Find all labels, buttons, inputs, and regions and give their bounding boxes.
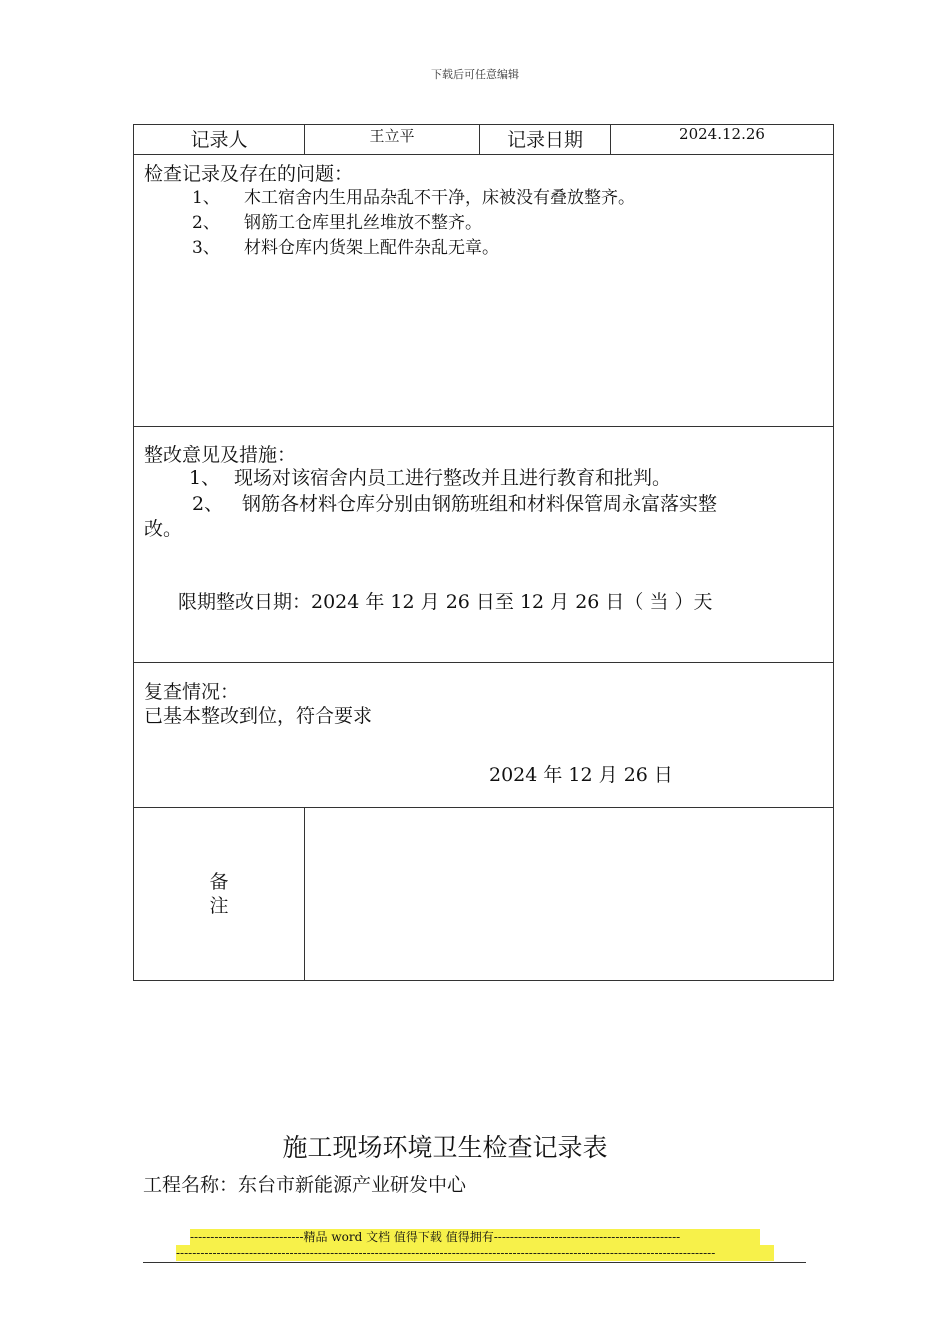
- remarks-value: [305, 808, 834, 981]
- rectification-item-2-continued: 改。: [144, 518, 183, 540]
- remarks-label-char-2: 注: [209, 895, 229, 917]
- remarks-row: [134, 808, 834, 981]
- remarks-label: [134, 808, 305, 981]
- header-note: 下载后可任意编辑: [431, 68, 519, 81]
- footer-rule: [143, 1262, 806, 1263]
- inspection-title: 检查记录及存在的问题：: [144, 163, 354, 185]
- rectification-item-1-num: 1、: [189, 467, 221, 489]
- inspection-section: [134, 155, 834, 427]
- footer-banner-line-1: ----------------------------精品 word 文档 值得下载 值得拥有----------------------------------------------: [190, 1229, 760, 1245]
- rectification-deadline: 限期整改日期：2024 年 12 月 26 日至 12 月 26 日（ 当 ）天: [178, 591, 713, 613]
- inspection-item-2-num: 2、: [192, 213, 220, 233]
- rectification-item-1-text: 现场对该宿舍内员工进行整改并且进行教育和批判。: [234, 467, 672, 489]
- rectification-item-2-text: 钢筋各材料仓库分别由钢筋班组和材料保管周永富落实整: [242, 493, 718, 515]
- record-date-value: 2024.12.26: [611, 125, 834, 155]
- rectification-section: [134, 427, 834, 663]
- footer-banner-line-2: -------------------------------------------------------------------------------------------------------------------------------------: [176, 1245, 774, 1261]
- review-title: 复查情况：: [144, 681, 240, 703]
- review-text: 已基本整改到位，符合要求: [144, 705, 373, 727]
- record-date-label: 记录日期: [480, 125, 611, 155]
- inspection-item-3-num: 3、: [192, 238, 220, 258]
- project-name: 工程名称：东台市新能源产业研发中心: [143, 1174, 467, 1196]
- inspection-item-3-text: 材料仓库内货架上配件杂乱无章。: [244, 238, 499, 258]
- rectification-item-2-num: 2、: [192, 493, 224, 515]
- remarks-label-char-1: 备: [209, 871, 229, 893]
- review-date: 2024 年 12 月 26 日: [489, 764, 673, 786]
- rectification-title: 整改意见及措施：: [144, 444, 297, 466]
- review-section: [134, 663, 834, 808]
- form-title: 施工现场环境卫生检查记录表: [282, 1133, 608, 1162]
- inspection-item-2-text: 钢筋工仓库里扎丝堆放不整齐。: [244, 213, 482, 233]
- recorder-label: 记录人: [134, 125, 305, 155]
- recorder-value: 王立平: [305, 125, 480, 155]
- inspection-item-1-text: 木工宿舍内生用品杂乱不干净，床被没有叠放整齐。: [244, 188, 635, 208]
- header-row: [134, 125, 834, 155]
- inspection-record-table: [133, 124, 834, 981]
- inspection-item-1-num: 1、: [192, 188, 220, 208]
